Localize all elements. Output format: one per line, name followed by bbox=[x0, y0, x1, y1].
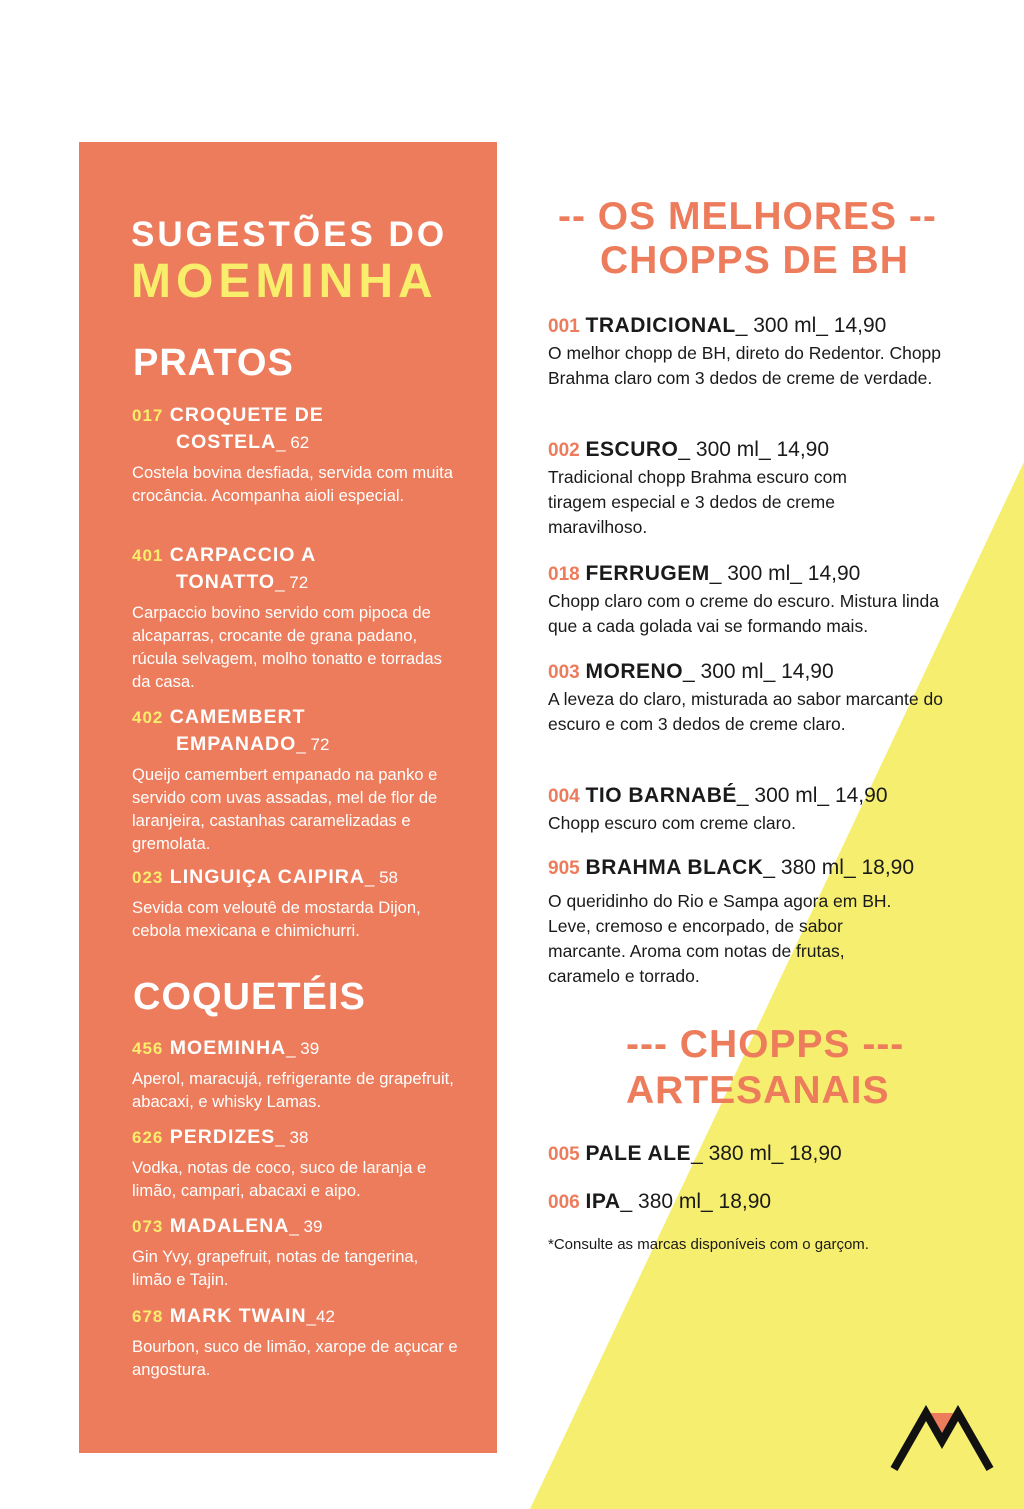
item-code: 005 bbox=[548, 1144, 580, 1165]
moeminha-m-logo-icon bbox=[888, 1405, 996, 1473]
item-description: Chopp claro com o creme do escuro. Mistura linda que a cada golada vai se formando mais. bbox=[548, 591, 940, 636]
item-name: IPA bbox=[585, 1190, 621, 1213]
item-description: O queridinho do Rio e Sampa agora em BH. Leve, cremoso e encorpado, de sabor marcante. Aroma com notas de frutas, caramelo e torrado. bbox=[548, 891, 892, 986]
item-code: 006 bbox=[548, 1192, 580, 1213]
item-description: Aperol, maracujá, refrigerante de grapefruit, abacaxi, e whisky Lamas. bbox=[132, 1069, 454, 1111]
item-price: _ 300 ml_ 14,90 bbox=[709, 562, 861, 585]
item-price: _ 380 ml_ 18,90 bbox=[620, 1190, 772, 1213]
chopps-heading-line2: CHOPPS DE BH bbox=[600, 239, 909, 282]
item-description: Carpaccio bovino servido com pipoca de alcaparras, crocante de grana padano, rúcula selvagem, molho tonatto e torradas da casa. bbox=[132, 603, 442, 691]
item-code: 402 bbox=[132, 708, 164, 727]
item-name: BRAHMA BLACK bbox=[585, 856, 764, 879]
item-description: Bourbon, suco de limão, xarope de açucar e angostura. bbox=[132, 1337, 458, 1379]
item-code: 018 bbox=[548, 564, 580, 585]
item-name: FERRUGEM bbox=[585, 562, 710, 585]
item-price: _ 58 bbox=[364, 868, 398, 887]
item-code: 004 bbox=[548, 786, 580, 807]
item-code: 905 bbox=[548, 858, 580, 879]
item-price: _ 380 ml_ 18,90 bbox=[691, 1142, 842, 1165]
item-description: Sevida com veloutê de mostarda Dijon, cebola mexicana e chimichurri. bbox=[132, 898, 421, 940]
artesanais-heading-line2: ARTESANAIS bbox=[626, 1069, 890, 1112]
item-code: 401 bbox=[132, 546, 164, 565]
item-name: PERDIZES bbox=[169, 1126, 276, 1148]
item-price: _ 300 ml_ 14,90 bbox=[678, 438, 830, 461]
item-code: 456 bbox=[132, 1039, 164, 1058]
suggestions-panel bbox=[79, 142, 497, 1453]
item-description: Queijo camembert empanado na panko e servido com uvas assadas, mel de flor de laranjeira, castanhas caramelizadas e gremolata. bbox=[132, 765, 438, 853]
chopp-item bbox=[548, 782, 968, 836]
item-name: TIO BARNABÉ bbox=[585, 784, 737, 807]
coqueteis-heading: COQUETÉIS bbox=[133, 976, 366, 1018]
artesanal-item bbox=[548, 1188, 968, 1217]
chopps-heading-line1: -- OS MELHORES -- bbox=[558, 195, 937, 238]
item-code: 003 bbox=[548, 662, 580, 683]
item-code: 023 bbox=[132, 868, 164, 887]
item-name: MADALENA bbox=[169, 1215, 290, 1237]
item-description: Vodka, notas de coco, suco de laranja e limão, campari, abacaxi e aipo. bbox=[132, 1158, 427, 1200]
item-name: MOEMINHA bbox=[169, 1037, 287, 1059]
item-name-line2: TONATTO bbox=[176, 571, 276, 593]
item-name: CROQUETE DE bbox=[169, 404, 324, 426]
item-price: _ 39 bbox=[289, 1217, 323, 1236]
item-description: Chopp escuro com creme claro. bbox=[548, 813, 797, 833]
artesanais-heading-line1: --- CHOPPS --- bbox=[626, 1023, 905, 1066]
panel-title-line1: SUGESTÕES DO bbox=[131, 215, 448, 254]
item-price: _ 380 ml_ 18,90 bbox=[763, 856, 915, 879]
item-code: 626 bbox=[132, 1128, 164, 1147]
item-price: _42 bbox=[306, 1307, 335, 1326]
item-description: Costela bovina desfiada, servida com muita crocância. Acompanha aioli especial. bbox=[132, 463, 453, 505]
prato-item bbox=[132, 864, 462, 942]
item-price: _ 39 bbox=[286, 1039, 320, 1058]
chopp-item bbox=[548, 436, 968, 540]
chopp-item bbox=[548, 312, 968, 391]
item-name: MARK TWAIN bbox=[169, 1305, 307, 1327]
item-name-line2: COSTELA bbox=[176, 431, 277, 453]
prato-item bbox=[132, 542, 462, 693]
chopp-item bbox=[548, 560, 968, 639]
item-name: ESCURO bbox=[585, 438, 679, 461]
prato-item bbox=[132, 402, 462, 507]
item-code: 678 bbox=[132, 1307, 164, 1326]
item-code: 001 bbox=[548, 316, 580, 337]
coquetel-item bbox=[132, 1213, 462, 1291]
coquetel-item bbox=[132, 1303, 462, 1381]
item-price: _ 38 bbox=[275, 1128, 309, 1147]
prato-item bbox=[132, 704, 462, 855]
item-name: MORENO bbox=[585, 660, 684, 683]
footnote: *Consulte as marcas disponíveis com o garçom. bbox=[548, 1236, 869, 1253]
coquetel-item bbox=[132, 1035, 462, 1113]
item-description: Gin Yvy, grapefruit, notas de tangerina, limão e Tajin. bbox=[132, 1247, 419, 1289]
panel-title-line2: MOEMINHA bbox=[131, 255, 438, 308]
chopp-item bbox=[548, 658, 968, 737]
item-price: _ 62 bbox=[276, 433, 310, 452]
item-name: CARPACCIO A bbox=[169, 544, 317, 566]
artesanal-item bbox=[548, 1140, 968, 1169]
item-code: 002 bbox=[548, 440, 580, 461]
item-name: PALE ALE bbox=[585, 1142, 692, 1165]
item-name: LINGUIÇA CAIPIRA bbox=[169, 866, 365, 888]
item-price: _ 300 ml_ 14,90 bbox=[735, 314, 887, 337]
item-name-line2: EMPANADO bbox=[176, 733, 297, 755]
item-price: _ 300 ml_ 14,90 bbox=[683, 660, 834, 683]
item-description: Tradicional chopp Brahma escuro com tiragem especial e 3 dedos de creme maravilhoso. bbox=[548, 467, 847, 537]
item-code: 073 bbox=[132, 1217, 164, 1236]
item-description: A leveza do claro, misturada ao sabor marcante do escuro e com 3 dedos de creme claro. bbox=[548, 689, 943, 734]
item-name: CAMEMBERT bbox=[169, 706, 306, 728]
item-price: _ 72 bbox=[275, 573, 309, 592]
chopp-item bbox=[548, 854, 968, 989]
item-name: TRADICIONAL bbox=[585, 314, 736, 337]
item-code: 017 bbox=[132, 406, 164, 425]
item-price: _ 300 ml_ 14,90 bbox=[736, 784, 888, 807]
pratos-heading: PRATOS bbox=[133, 342, 294, 384]
item-description: O melhor chopp de BH, direto do Redentor. Chopp Brahma claro com 3 dedos de creme de verdade. bbox=[548, 343, 942, 388]
item-price: _ 72 bbox=[296, 735, 330, 754]
coquetel-item bbox=[132, 1124, 462, 1202]
